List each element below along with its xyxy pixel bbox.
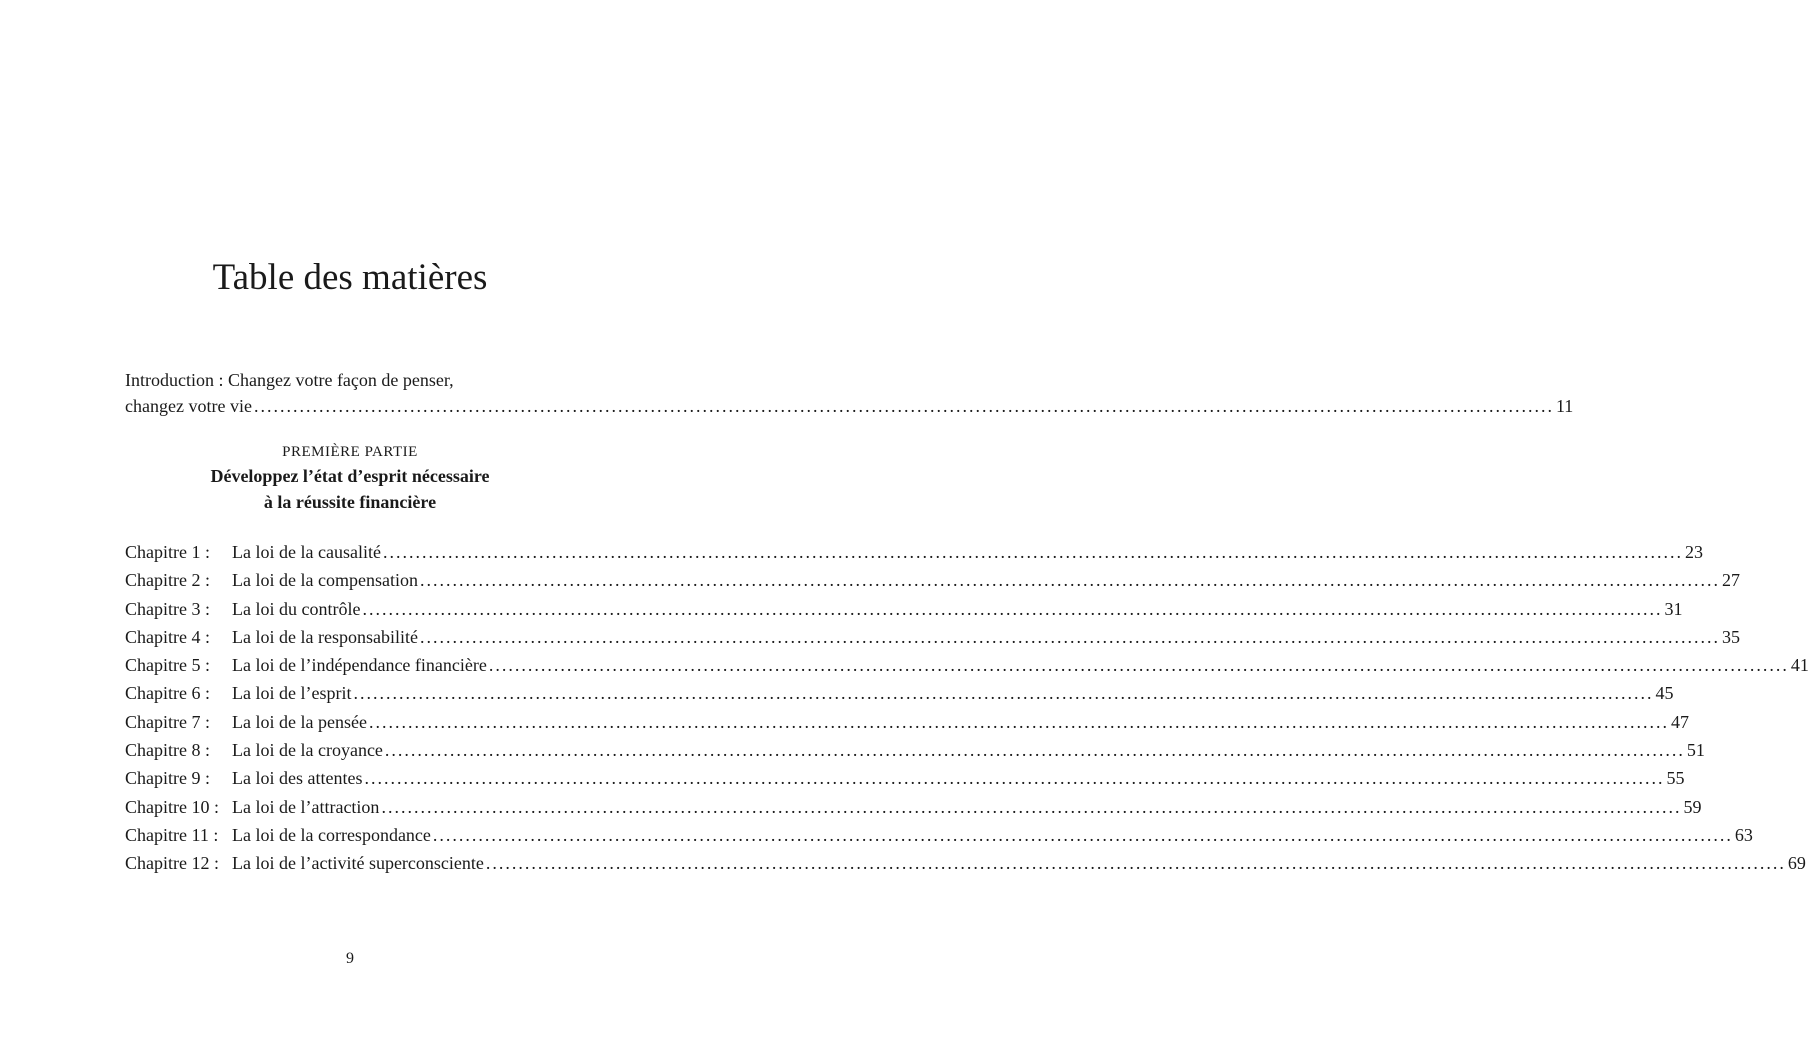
introduction-entry[interactable]: [125, 367, 1574, 419]
introduction-page: 11: [1555, 396, 1574, 416]
dot-leader: ........................................................................................................................................................................................................: [381, 796, 1682, 817]
chapter-entry[interactable]: [125, 623, 1740, 651]
introduction-title-line2: changez votre vie: [125, 396, 252, 416]
chapter-entry[interactable]: [125, 736, 1705, 764]
chapter-page: 63: [1734, 824, 1753, 845]
chapter-title: La loi de la croyance: [232, 740, 383, 761]
chapter-page: 23: [1684, 542, 1703, 562]
chapter-label: Chapitre 6 :: [125, 683, 210, 704]
chapter-entry[interactable]: [125, 849, 1806, 877]
chapter-label: Chapitre 10 :: [125, 796, 219, 817]
dot-leader: ........................................................................................................................................................................................................: [353, 683, 1654, 704]
chapter-page: 69: [1787, 853, 1806, 874]
chapter-title: La loi de la responsabilité: [232, 626, 418, 647]
dot-leader: ........................................................................................................................................................................................................: [382, 542, 1683, 562]
chapter-entry[interactable]: [125, 651, 1809, 679]
chapter-label: Chapitre 2 :: [125, 570, 210, 591]
chapter-title: La loi de la pensée: [232, 711, 367, 732]
chapter-label: Chapitre 11 :: [125, 824, 219, 845]
chapter-entry[interactable]: [125, 566, 1740, 594]
chapter-title: La loi du contrôle: [232, 598, 361, 619]
chapter-label: Chapitre 3 :: [125, 598, 210, 619]
dot-leader: ........................................................................................................................................................................................................: [485, 853, 1786, 874]
chapter-label: Chapitre 4 :: [125, 626, 210, 647]
chapter-entry[interactable]: [125, 793, 1702, 821]
chapter-title: La loi de l’activité superconsciente: [232, 853, 484, 874]
introduction-title-line2-row: [125, 393, 1574, 419]
part-label: PREMIÈRE PARTIE: [282, 444, 418, 460]
chapter-label: Chapitre 7 :: [125, 711, 210, 732]
chapter-page: 27: [1721, 570, 1740, 591]
page-title: Table des matières: [212, 256, 488, 298]
chapter-title: La loi de l’attraction: [232, 796, 380, 817]
page-number: 9: [346, 950, 354, 967]
chapter-page: 35: [1721, 626, 1740, 647]
chapter-entry[interactable]: [125, 538, 1703, 566]
chapter-label: Chapitre 12 :: [125, 853, 219, 874]
dot-leader: ........................................................................................................................................................................................................: [488, 655, 1789, 676]
chapter-page: 45: [1655, 683, 1674, 704]
chapter-list: [125, 538, 1809, 878]
chapter-entry[interactable]: [125, 821, 1753, 849]
chapter-title: La loi de la causalité: [232, 542, 381, 562]
chapter-page: 55: [1666, 768, 1685, 789]
chapter-entry[interactable]: [125, 764, 1685, 792]
chapter-page: 51: [1686, 740, 1705, 761]
dot-leader: ........................................................................................................................................................................................................: [253, 396, 1554, 416]
dot-leader: ........................................................................................................................................................................................................: [368, 711, 1669, 732]
dot-leader: ........................................................................................................................................................................................................: [364, 768, 1665, 789]
dot-leader: ........................................................................................................................................................................................................: [419, 570, 1720, 591]
dot-leader: ........................................................................................................................................................................................................: [384, 740, 1685, 761]
dot-leader: ........................................................................................................................................................................................................: [419, 626, 1720, 647]
chapter-title: La loi de la compensation: [232, 570, 418, 591]
chapter-label: Chapitre 8 :: [125, 740, 210, 761]
chapter-page: 41: [1790, 655, 1809, 676]
part-heading: [0, 441, 700, 515]
part-title-line2: à la réussite financière: [263, 492, 437, 512]
chapter-label: Chapitre 1 :: [125, 542, 210, 562]
introduction-title-line1: Introduction : Changez votre façon de penser,: [125, 370, 454, 390]
chapter-title: La loi de l’indépendance financière: [232, 655, 487, 676]
part-title-line1: Développez l’état d’esprit nécessaire: [210, 466, 490, 486]
dot-leader: ........................................................................................................................................................................................................: [432, 824, 1733, 845]
chapter-label: Chapitre 9 :: [125, 768, 210, 789]
chapter-title: La loi des attentes: [232, 768, 363, 789]
chapter-entry[interactable]: [125, 595, 1683, 623]
chapter-entry[interactable]: [125, 679, 1674, 707]
chapter-page: 59: [1683, 796, 1702, 817]
chapter-entry[interactable]: [125, 708, 1689, 736]
chapter-title: La loi de l’esprit: [232, 683, 352, 704]
chapter-page: 31: [1664, 598, 1683, 619]
chapter-page: 47: [1670, 711, 1689, 732]
dot-leader: ........................................................................................................................................................................................................: [362, 598, 1663, 619]
chapter-label: Chapitre 5 :: [125, 655, 210, 676]
chapter-title: La loi de la correspondance: [232, 824, 431, 845]
